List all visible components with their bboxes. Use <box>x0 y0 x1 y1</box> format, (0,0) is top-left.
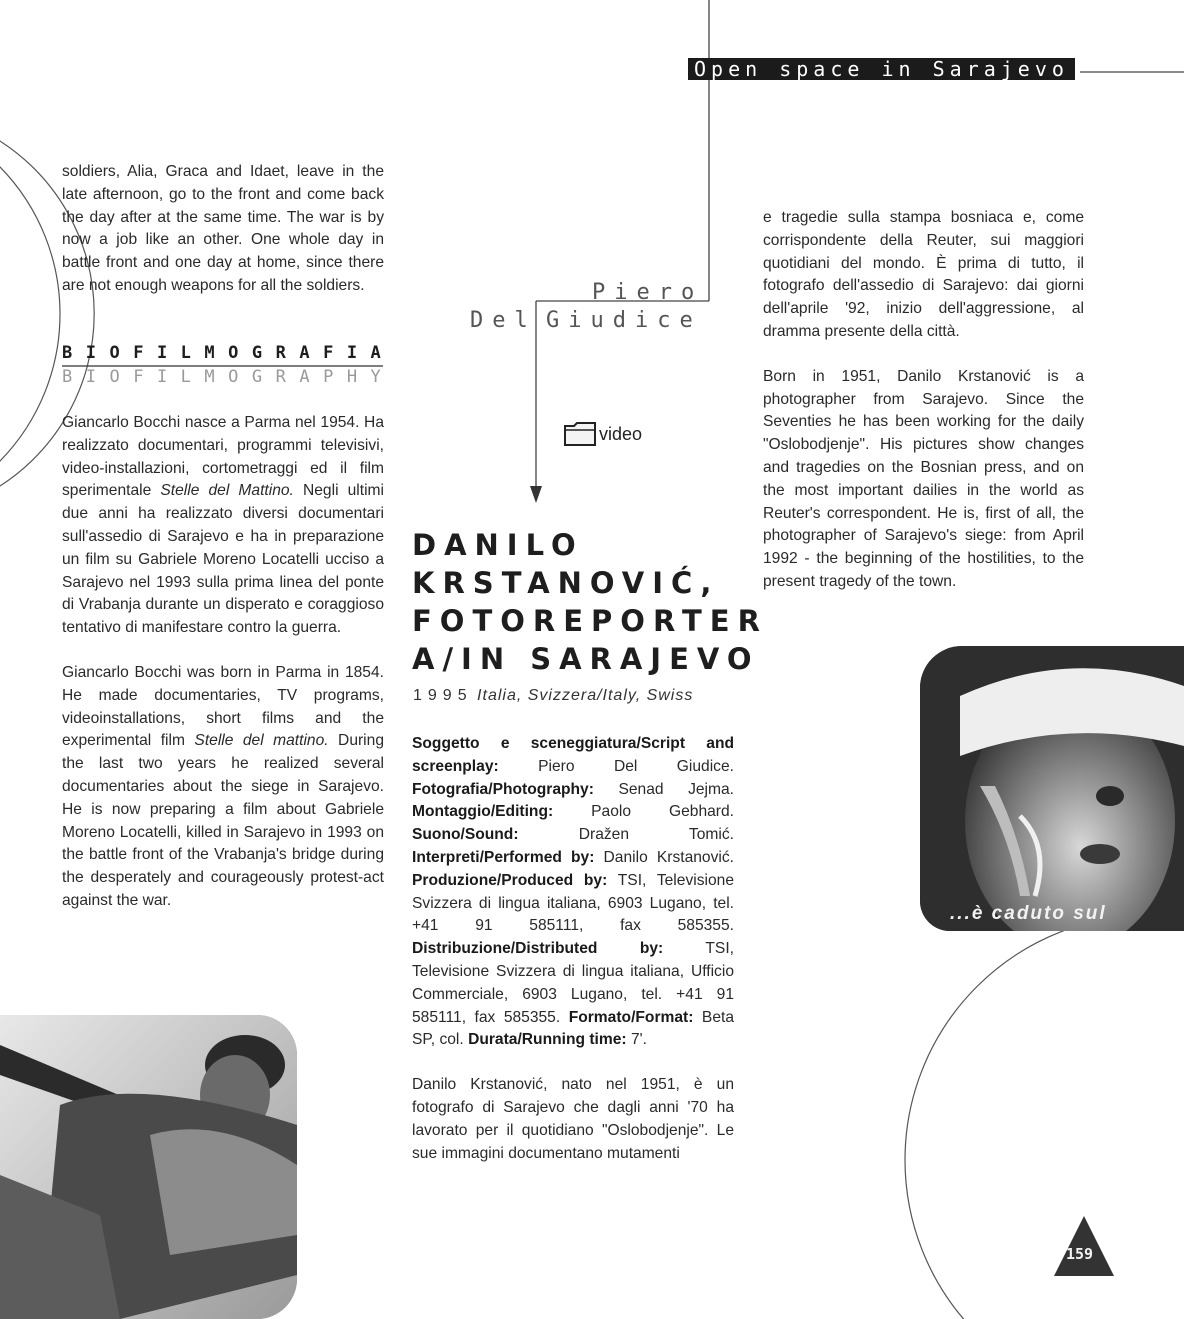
director-last-prefix: Del <box>470 308 537 333</box>
synopsis-italian-end: e tragedie sulla stampa bosniaca e, come corrispondente della Reuter, sui maggiori quotidiani del mondo. È prima di tutto, il fotografo dell'assedio di Sarajevo: dai giorni dell'aprile '92, inizio dell'aggressione, al dramma presente della città. <box>763 209 1084 340</box>
credit-label: Montaggio/Editing: <box>412 803 554 821</box>
synopsis-english: Born in 1951, Danilo Krstanović is a photographer from Sarajevo. Since the Seventies he has been working for the daily "Oslobodjenje". His pictures show changes and tragedies on the Bosnian press, and on the most important dailies in the world as Reuter's correspondent. He is, first of all, the photographer of Sarajevo's siege: from April 1992 - the beginning of the hostilities, to the present tragedy of the town. <box>763 367 1084 590</box>
credit-value: TSI, Televisione Svizzera di lingua italiana, Ufficio Commerciale, 6903 Lugano, tel. +41 91 585111, fax 585355. <box>412 940 734 1026</box>
film-title <box>412 526 768 678</box>
credit-value: TSI, Televisione Svizzera di lingua italiana, 6903 Lugano, tel. +41 91 585111, fax 585355. <box>412 871 734 935</box>
child-photo-graphic <box>920 646 1184 931</box>
credit-label: Formato/Format: <box>568 1008 694 1026</box>
section-heading-it: BIOFILMOGRAFIA <box>62 343 395 363</box>
folder-icon <box>562 420 598 448</box>
child-photo <box>920 646 1184 931</box>
series-title: Open space in Sarajevo <box>694 57 1069 81</box>
synopsis-italian-start: Danilo Krstanović, nato nel 1951, è un fotografo di Sarajevo che dagli anni '70 ha lavorato per il quotidiano "Oslobodjenje". Le sue immagini documentano mutamenti <box>412 1076 734 1162</box>
continued-text: soldiers, Alia, Graca and Idaet, leave in the late afternoon, go to the front and come back the day after at the same time. The war is by now a job like an other. One whole day in battle front and one day at home, since there are not enough weapons for all the soldiers. <box>62 163 384 294</box>
film-title-line-3: FOTOREPORTER <box>412 604 768 638</box>
left-column <box>62 161 384 298</box>
bio-it-film-title: Stelle del Mattino. <box>160 482 294 500</box>
section-heading-en: BIOFILMOGRAPHY <box>62 367 395 387</box>
credit-label: Interpreti/Performed by: <box>412 848 595 866</box>
credit-value: Piero Del Giudice. <box>498 757 734 775</box>
media-type-badge <box>562 420 642 448</box>
bio-it-part1: Giancarlo Bocchi nasce a Parma nel 1954. Ha realizzato documentari, programmi televisivi, video-installazioni, cortometraggi ed il film sperimentale <box>62 414 384 500</box>
credit-value: Senad Jejma. <box>593 780 734 798</box>
credit-value: 7'. <box>626 1031 647 1049</box>
media-type-label: video <box>599 423 643 444</box>
soldier-photo-graphic <box>0 1015 297 1319</box>
film-title-line-2: KRSTANOVIĆ, <box>412 566 720 600</box>
director-first-name: Piero <box>592 280 704 305</box>
year-country-line <box>413 687 693 705</box>
credits-block <box>412 733 734 1165</box>
credit-label: Durata/Running time: <box>468 1031 627 1049</box>
credit-value: Beta SP, col. <box>412 1008 735 1049</box>
photo-caption-fragment: ...è caduto sul <box>950 903 1107 924</box>
bio-section <box>62 412 384 913</box>
credit-value: Danilo Krstanović. <box>594 848 734 866</box>
credit-label: Produzione/Produced by: <box>412 871 608 889</box>
bio-en-part2: During the last two years he realized several documentaries about the siege in Sarajevo. He is now preparing a film about Gabriele Moreno Locatelli, killed in Sarajevo in 1993 on the battle front of the Vrabanja's bridge during the desperately and courageously protest-act against the war. <box>62 732 384 909</box>
soldier-photo <box>0 1015 297 1319</box>
film-title-line-1: DANILO <box>412 528 584 562</box>
credit-label: Distribuzione/Distributed by: <box>412 940 664 958</box>
credit-label: Suono/Sound: <box>412 826 519 844</box>
bio-italian <box>62 412 384 640</box>
right-column <box>763 207 1084 594</box>
film-countries: Italia, Svizzera/Italy, Swiss <box>477 687 694 704</box>
bio-en-part1: Giancarlo Bocchi was born in Parma in 1854. He made documentaries, TV programs, videoinstallations, short films and the experimental film <box>62 663 384 750</box>
credit-label: Soggetto e sceneggiatura/Script and screenplay: <box>412 735 734 775</box>
credit-label: Fotografia/Photography: <box>412 780 594 798</box>
bio-english <box>62 662 384 913</box>
film-title-line-4: A/IN SARAJEVO <box>412 642 760 676</box>
page-number: 159 <box>1066 1245 1094 1263</box>
series-title-bar <box>688 58 1075 80</box>
film-year: 1995 <box>413 687 473 704</box>
bio-it-part2: Negli ultimi due anni ha realizzato diversi documentari sull'assedio di Sarajevo e ha in preparazione un film su Gabriele Moreno Locatelli ucciso a Sarajevo nel 1993 sulla prima linea del ponte di Vrabanja durante un disperato e coraggioso tentativo di manifestare contro la guerra. <box>62 482 385 637</box>
director-last-name: Giudice <box>546 308 702 333</box>
credit-value: Dražen Tomić. <box>518 826 734 844</box>
credit-value: Paolo Gebhard. <box>553 803 734 821</box>
credits-text <box>412 733 734 1052</box>
bio-en-film-title: Stelle del mattino. <box>194 732 329 750</box>
